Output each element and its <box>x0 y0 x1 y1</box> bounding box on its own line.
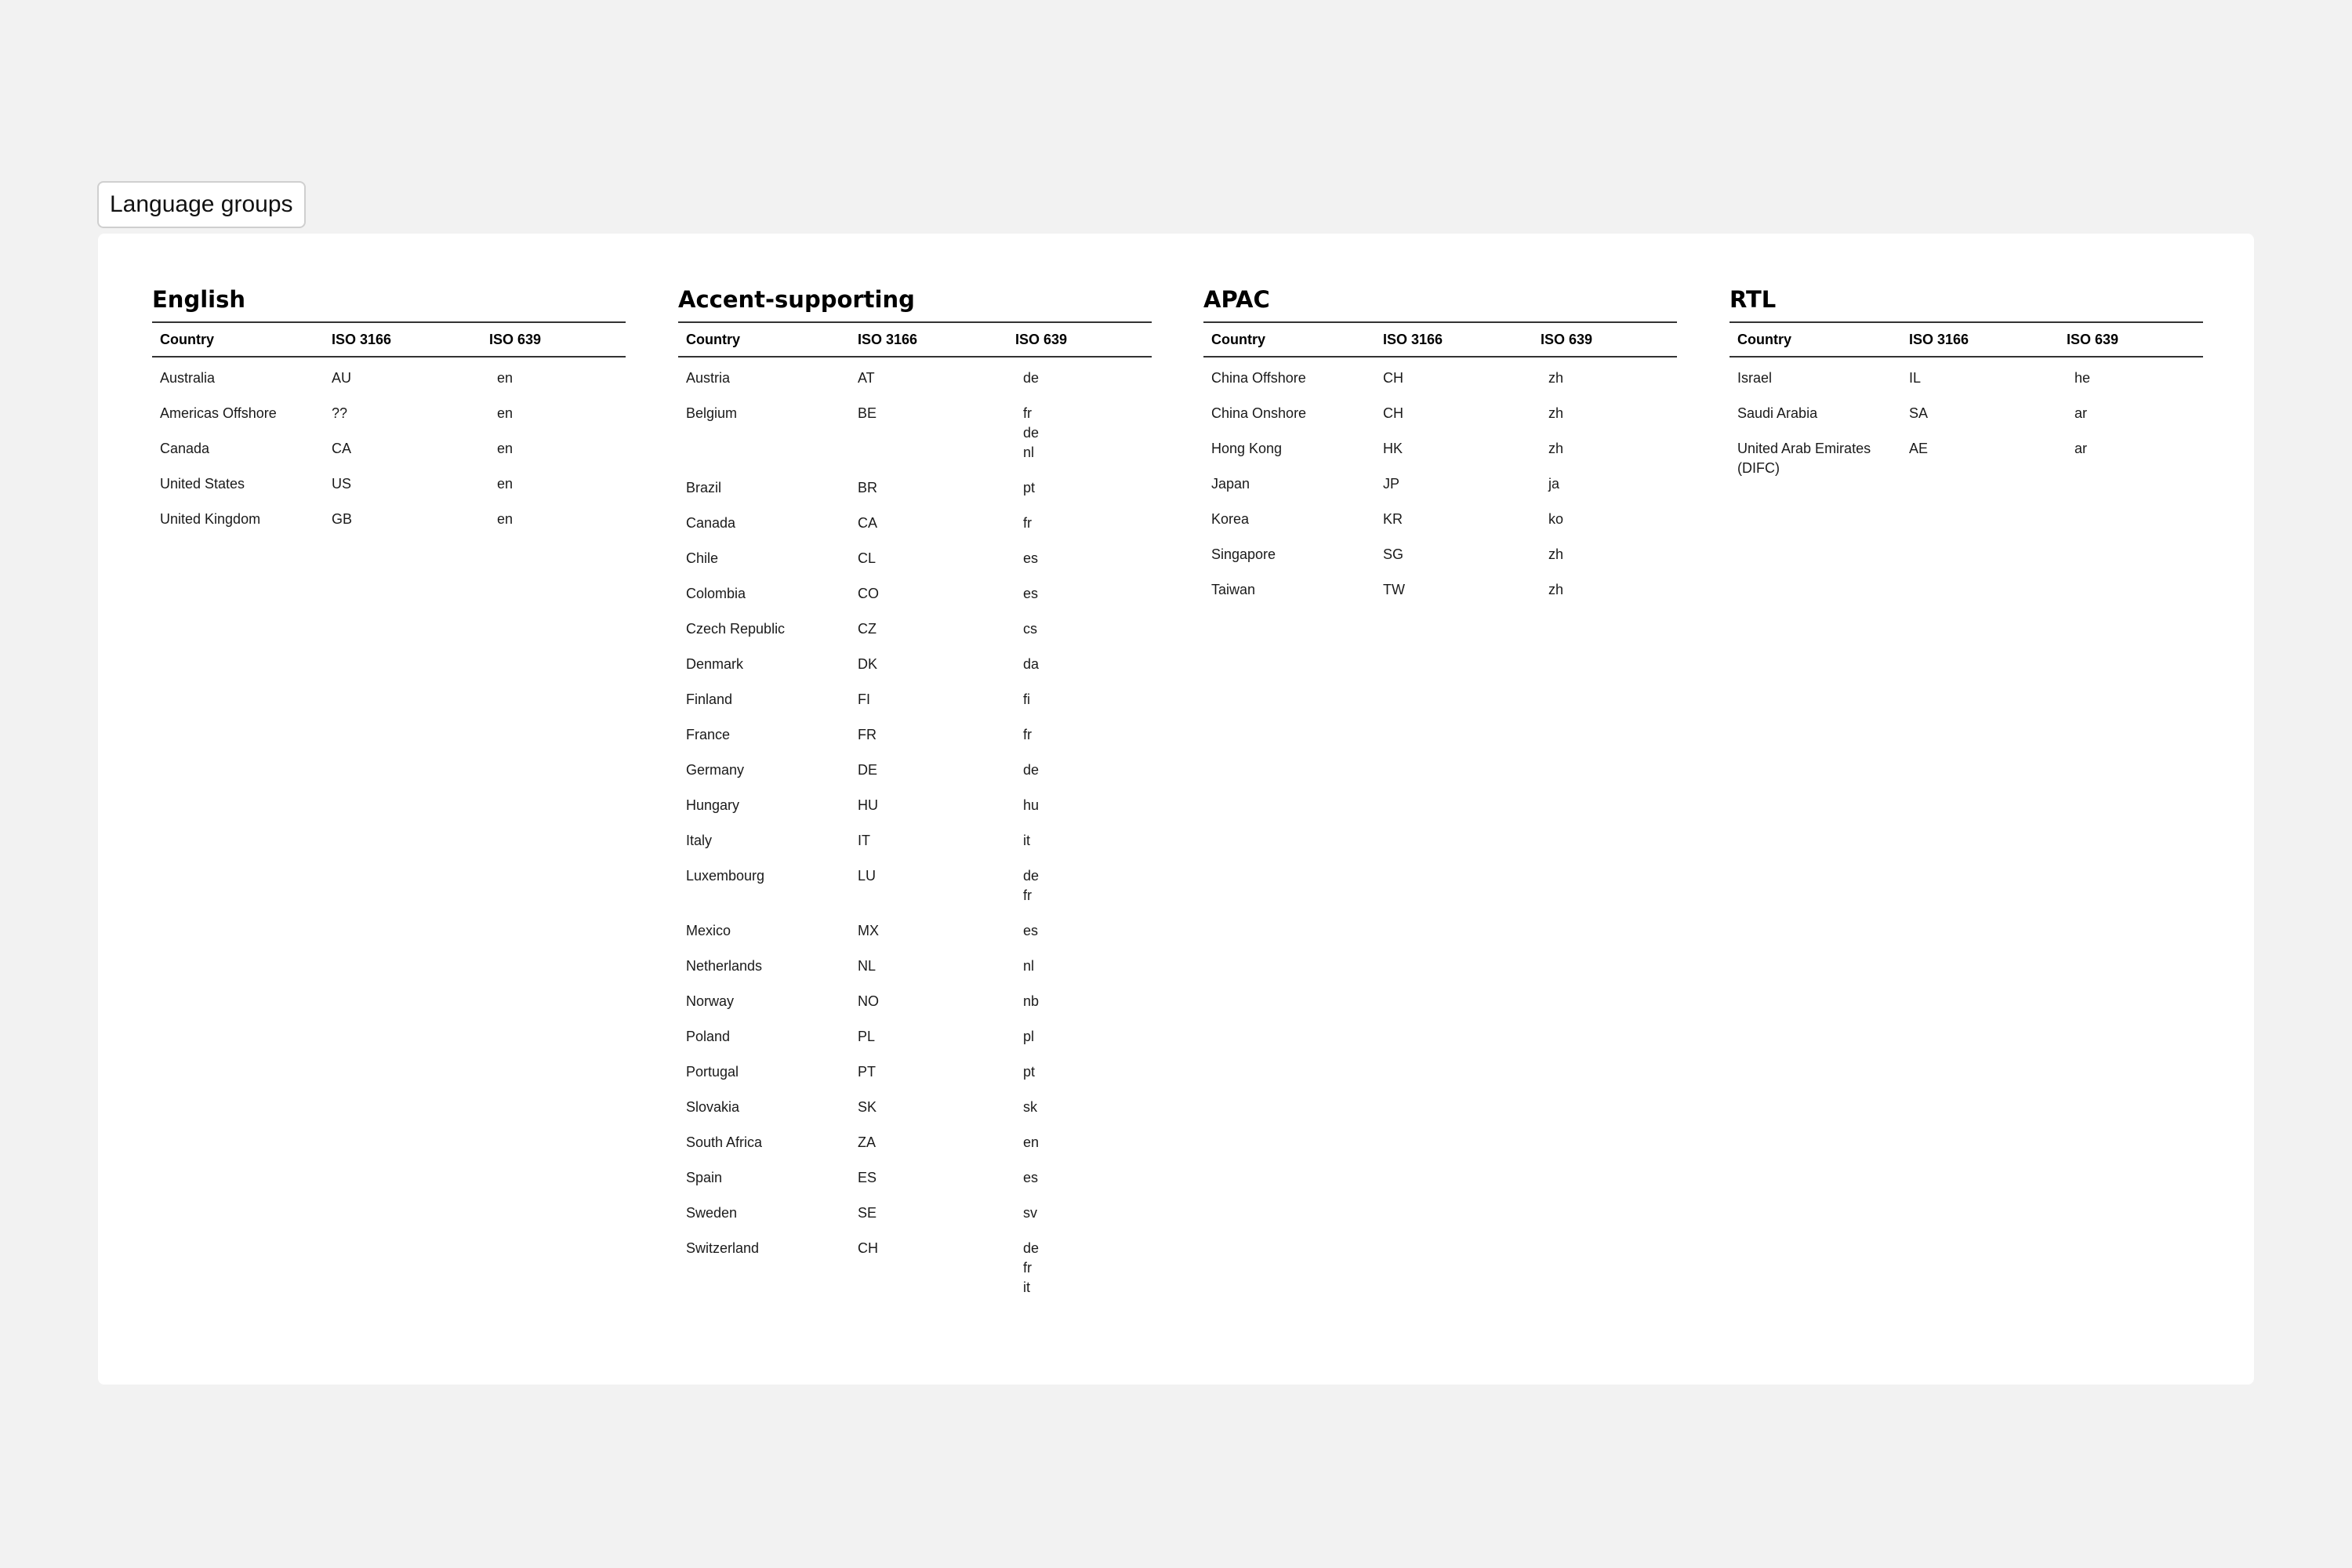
table-row <box>152 428 626 463</box>
country-cell: Italy <box>686 833 713 848</box>
country-cell: Korea <box>1211 511 1250 527</box>
country-cell: Netherlands <box>686 958 763 974</box>
iso3166-cell: BR <box>858 480 878 495</box>
language-code: fr <box>1023 405 1032 421</box>
iso639-column-header: ISO 639 <box>1007 322 1152 357</box>
country-column-header: Country <box>1203 322 1375 357</box>
iso3166-cell: AU <box>332 370 352 386</box>
iso639-cell <box>1007 1051 1152 1087</box>
table-row <box>678 981 1152 1016</box>
group-title: Accent-supporting <box>678 286 915 313</box>
group-title: English <box>152 286 246 313</box>
language-code: ar <box>2074 441 2088 456</box>
iso3166-cell: SG <box>1383 546 1404 562</box>
iso639-cell <box>1007 1157 1152 1192</box>
iso3166-column-header: ISO 3166 <box>1901 322 2059 357</box>
language-code: nb <box>1023 993 1040 1009</box>
iso3166-cell: DE <box>858 762 878 778</box>
table-row <box>1730 357 2203 393</box>
language-code: nl <box>1023 445 1035 460</box>
language-code: de <box>1023 762 1040 778</box>
iso3166-cell: CL <box>858 550 877 566</box>
apac-table <box>1203 321 1677 604</box>
iso639-cell <box>1007 538 1152 573</box>
table-row <box>1203 393 1677 428</box>
iso639-column-header: ISO 639 <box>481 322 626 357</box>
accent-supporting-table <box>678 321 1152 1302</box>
iso639-cell <box>1007 393 1152 467</box>
table-row <box>678 1016 1152 1051</box>
iso639-cell <box>1007 750 1152 785</box>
language-code: cs <box>1023 621 1037 637</box>
country-cell: Germany <box>686 762 745 778</box>
table-row <box>152 499 626 534</box>
table-header-row <box>152 322 626 357</box>
table-header-row <box>1203 322 1677 357</box>
language-code: es <box>1023 550 1039 566</box>
iso3166-cell: CH <box>1383 405 1403 421</box>
iso3166-cell: ES <box>858 1170 877 1185</box>
language-code: ko <box>1548 511 1564 527</box>
group-english <box>152 285 626 534</box>
group-title: APAC <box>1203 286 1270 313</box>
language-code: hu <box>1023 797 1040 813</box>
country-cell: Luxembourg <box>686 868 765 884</box>
country-cell: Israel <box>1737 370 1773 386</box>
iso639-cell <box>481 357 626 393</box>
iso3166-cell: CO <box>858 586 879 601</box>
country-cell: Belgium <box>686 405 738 421</box>
country-cell: Switzerland <box>686 1240 760 1256</box>
iso639-cell <box>2059 393 2203 428</box>
iso639-cell <box>1007 679 1152 714</box>
country-column-header: Country <box>152 322 324 357</box>
iso639-cell <box>1533 534 1677 569</box>
iso3166-cell: IL <box>1909 370 1922 386</box>
country-cell: Hong Kong <box>1211 441 1283 456</box>
table-row <box>678 785 1152 820</box>
language-code: zh <box>1548 546 1564 562</box>
iso639-cell <box>1007 467 1152 503</box>
group-apac <box>1203 285 1677 604</box>
table-row <box>1203 499 1677 534</box>
iso639-cell <box>1533 569 1677 604</box>
table-row <box>678 820 1152 855</box>
language-code: da <box>1023 656 1040 672</box>
iso3166-cell: CH <box>858 1240 878 1256</box>
iso3166-cell: SK <box>858 1099 877 1115</box>
iso639-cell <box>1007 1228 1152 1302</box>
table-row <box>678 503 1152 538</box>
table-row <box>678 946 1152 981</box>
country-cell: United Kingdom <box>160 511 261 527</box>
country-cell: Poland <box>686 1029 731 1044</box>
country-cell: Singapore <box>1211 546 1276 562</box>
table-row <box>678 357 1152 393</box>
language-code: fr <box>1023 887 1032 903</box>
iso3166-column-header: ISO 3166 <box>1375 322 1533 357</box>
iso3166-column-header: ISO 3166 <box>324 322 481 357</box>
language-code: de <box>1023 370 1040 386</box>
language-code: de <box>1023 1240 1040 1256</box>
iso639-cell <box>2059 357 2203 393</box>
iso639-cell <box>481 499 626 534</box>
iso639-cell <box>1533 393 1677 428</box>
iso3166-cell: CA <box>332 441 352 456</box>
iso3166-cell: JP <box>1383 476 1400 492</box>
table-row <box>678 393 1152 467</box>
rtl-table <box>1730 321 2203 483</box>
iso639-column-header: ISO 639 <box>2059 322 2203 357</box>
iso639-cell <box>1007 608 1152 644</box>
iso639-cell <box>1007 1087 1152 1122</box>
country-cell: Japan <box>1211 476 1250 492</box>
iso3166-cell: PL <box>858 1029 876 1044</box>
iso3166-cell: KR <box>1383 511 1403 527</box>
language-code: zh <box>1548 441 1564 456</box>
table-row <box>1203 569 1677 604</box>
language-code: fi <box>1023 691 1030 707</box>
iso639-cell <box>1007 503 1152 538</box>
iso3166-cell: CH <box>1383 370 1403 386</box>
language-code: en <box>497 370 514 386</box>
language-code: it <box>1023 833 1030 848</box>
country-cell: Colombia <box>686 586 746 601</box>
table-row <box>1730 428 2203 483</box>
country-cell: Australia <box>160 370 216 386</box>
country-cell: Austria <box>686 370 731 386</box>
table-row <box>678 910 1152 946</box>
table-row <box>1203 428 1677 463</box>
country-cell: Denmark <box>686 656 744 672</box>
iso3166-cell: PT <box>858 1064 877 1080</box>
language-code: he <box>2074 370 2091 386</box>
table-row <box>678 538 1152 573</box>
iso3166-cell: NO <box>858 993 879 1009</box>
table-header-row <box>678 322 1152 357</box>
language-code: sk <box>1023 1099 1037 1115</box>
language-code: pt <box>1023 1064 1036 1080</box>
table-row <box>152 393 626 428</box>
iso3166-cell: FR <box>858 727 877 742</box>
iso639-cell <box>1007 1122 1152 1157</box>
table-row <box>678 573 1152 608</box>
iso3166-cell: SA <box>1909 405 1929 421</box>
language-code: fr <box>1023 1260 1032 1276</box>
language-code: fr <box>1023 515 1032 531</box>
table-row <box>678 1228 1152 1302</box>
iso639-cell <box>481 393 626 428</box>
country-cell: Norway <box>686 993 735 1009</box>
iso639-cell <box>1007 1016 1152 1051</box>
country-cell: Czech Republic <box>686 621 786 637</box>
language-code: es <box>1023 923 1039 938</box>
language-code: es <box>1023 1170 1039 1185</box>
iso639-cell <box>2059 428 2203 483</box>
country-cell: China Onshore <box>1211 405 1307 421</box>
language-code: fr <box>1023 727 1032 742</box>
table-row <box>152 463 626 499</box>
iso639-cell <box>1007 573 1152 608</box>
language-code: sv <box>1023 1205 1037 1221</box>
table-row <box>678 1087 1152 1122</box>
table-row <box>678 1122 1152 1157</box>
iso3166-cell: MX <box>858 923 879 938</box>
iso3166-cell: BE <box>858 405 877 421</box>
iso3166-cell: NL <box>858 958 877 974</box>
table-header-row <box>1730 322 2203 357</box>
language-code: de <box>1023 425 1040 441</box>
country-cell: Canada <box>160 441 210 456</box>
language-groups-frame <box>98 234 2254 1385</box>
country-cell: South Africa <box>686 1134 763 1150</box>
table-row <box>678 608 1152 644</box>
iso3166-cell: GB <box>332 511 353 527</box>
country-cell: Portugal <box>686 1064 739 1080</box>
iso639-cell <box>1007 644 1152 679</box>
iso3166-cell: SE <box>858 1205 877 1221</box>
table-row <box>1730 393 2203 428</box>
table-row <box>152 357 626 393</box>
country-cell: Mexico <box>686 923 731 938</box>
country-cell: France <box>686 727 731 742</box>
iso3166-cell: LU <box>858 868 877 884</box>
table-row <box>678 644 1152 679</box>
country-cell: Sweden <box>686 1205 738 1221</box>
frame-label[interactable]: Language groups <box>97 181 306 228</box>
language-code: en <box>497 405 514 421</box>
iso639-cell <box>1007 1192 1152 1228</box>
iso639-column-header: ISO 639 <box>1533 322 1677 357</box>
iso3166-cell: HU <box>858 797 878 813</box>
iso639-cell <box>1007 714 1152 750</box>
country-cell: United Arab Emirates (DIFC) <box>1737 441 1871 476</box>
language-code: es <box>1023 586 1039 601</box>
table-row <box>678 467 1152 503</box>
country-cell: United States <box>160 476 245 492</box>
language-code: pl <box>1023 1029 1035 1044</box>
country-cell: Chile <box>686 550 719 566</box>
table-row <box>678 679 1152 714</box>
country-cell: Slovakia <box>686 1099 740 1115</box>
iso639-cell <box>1007 981 1152 1016</box>
iso639-cell <box>1533 463 1677 499</box>
iso639-cell <box>1533 428 1677 463</box>
iso639-cell <box>1007 785 1152 820</box>
iso639-cell <box>481 428 626 463</box>
language-code: en <box>497 476 514 492</box>
iso3166-cell: ZA <box>858 1134 877 1150</box>
iso639-cell <box>1007 357 1152 393</box>
table-row <box>1203 534 1677 569</box>
group-accent-supporting <box>678 285 1152 1302</box>
language-code: zh <box>1548 370 1564 386</box>
iso639-cell <box>1007 855 1152 910</box>
table-row <box>1203 357 1677 393</box>
iso3166-column-header: ISO 3166 <box>850 322 1007 357</box>
country-cell: Canada <box>686 515 736 531</box>
table-row <box>678 1051 1152 1087</box>
language-code: en <box>497 511 514 527</box>
country-column-header: Country <box>678 322 850 357</box>
country-cell: Hungary <box>686 797 740 813</box>
language-code: zh <box>1548 582 1564 597</box>
group-rtl <box>1730 285 2203 483</box>
table-row <box>678 714 1152 750</box>
iso639-cell <box>1007 946 1152 981</box>
language-code: it <box>1023 1279 1030 1295</box>
table-row <box>678 1192 1152 1228</box>
country-cell: China Offshore <box>1211 370 1306 386</box>
country-cell: Taiwan <box>1211 582 1256 597</box>
country-cell: Brazil <box>686 480 722 495</box>
iso639-cell <box>1533 499 1677 534</box>
country-cell: Americas Offshore <box>160 405 277 421</box>
group-title: RTL <box>1730 286 1777 313</box>
table-row <box>678 855 1152 910</box>
iso3166-cell: US <box>332 476 352 492</box>
iso3166-cell: CZ <box>858 621 877 637</box>
language-code: zh <box>1548 405 1564 421</box>
table-row <box>1203 463 1677 499</box>
language-code: pt <box>1023 480 1036 495</box>
iso3166-cell: TW <box>1383 582 1405 597</box>
country-cell: Saudi Arabia <box>1737 405 1818 421</box>
table-row <box>678 1157 1152 1192</box>
iso3166-cell: FI <box>858 691 870 707</box>
country-column-header: Country <box>1730 322 1901 357</box>
language-code: en <box>497 441 514 456</box>
iso3166-cell: CA <box>858 515 878 531</box>
language-code: nl <box>1023 958 1035 974</box>
language-code: ar <box>2074 405 2088 421</box>
iso3166-cell: IT <box>858 833 870 848</box>
language-code: en <box>1023 1134 1040 1150</box>
table-row <box>678 750 1152 785</box>
iso3166-cell: AE <box>1909 441 1929 456</box>
iso3166-cell: AT <box>858 370 875 386</box>
english-table <box>152 321 626 534</box>
country-cell: Finland <box>686 691 733 707</box>
iso3166-cell: ?? <box>332 405 348 421</box>
iso639-cell <box>1007 820 1152 855</box>
iso3166-cell: HK <box>1383 441 1403 456</box>
language-code: de <box>1023 868 1040 884</box>
iso639-cell <box>1007 910 1152 946</box>
iso639-cell <box>1533 357 1677 393</box>
language-code: ja <box>1548 476 1560 492</box>
country-cell: Spain <box>686 1170 723 1185</box>
iso639-cell <box>481 463 626 499</box>
iso3166-cell: DK <box>858 656 878 672</box>
